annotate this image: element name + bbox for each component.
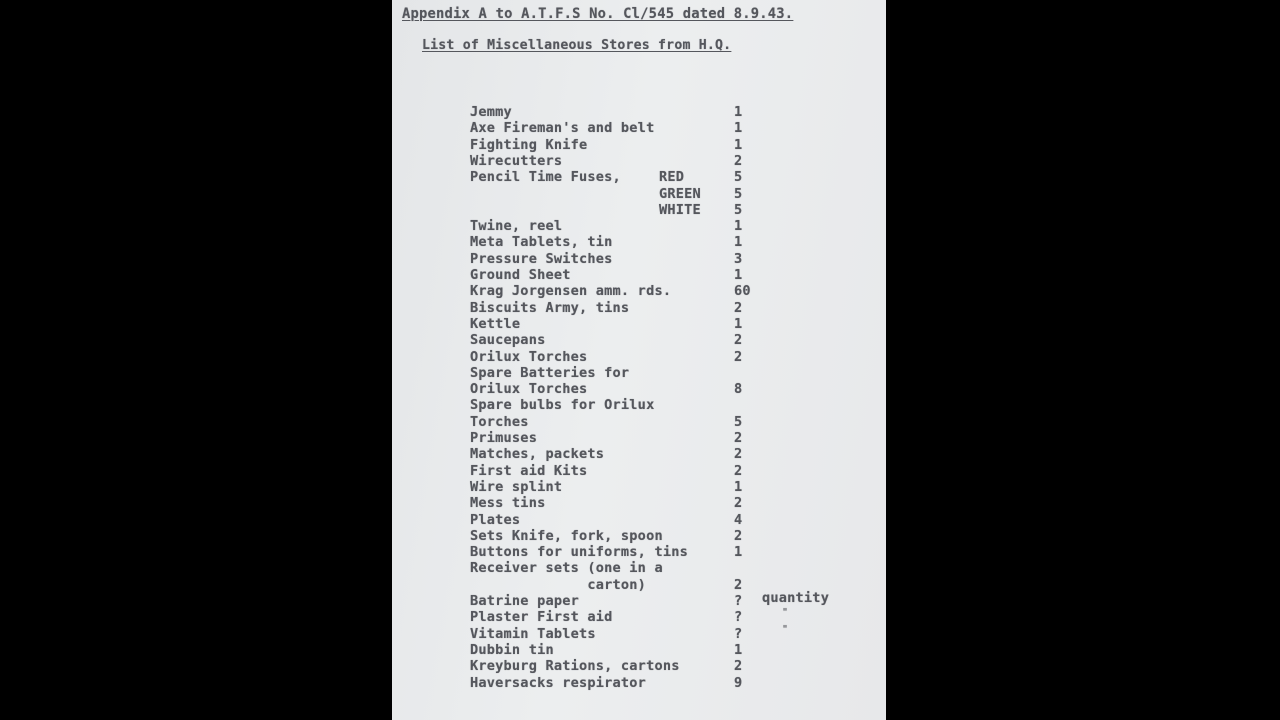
item-quantity: 9 — [734, 674, 743, 691]
item-name: Sets Knife, fork, spoon — [470, 527, 663, 544]
item-quantity: 5 — [734, 201, 743, 218]
item-quantity: 2 — [734, 495, 743, 512]
item-quantity: 1 — [734, 641, 743, 658]
item-name: Mess tins — [470, 495, 546, 512]
item-quantity: 60 — [734, 283, 751, 300]
item-name: Orilux Torches — [470, 348, 588, 365]
item-name: Primuses — [470, 430, 538, 446]
item-name: Fighting Knife — [470, 136, 588, 153]
item-name: First aid Kits — [470, 462, 588, 479]
item-name: Plaster First aid — [470, 609, 613, 626]
item-name: Axe Fireman's and belt — [470, 120, 655, 137]
item-name: Vitamin Tablets — [470, 625, 596, 642]
appendix-heading: Appendix A to A.T.F.S No. Cl/545 dated 8.9.43. — [402, 6, 794, 22]
item-quantity: 5 — [734, 169, 743, 186]
item-name: Kettle — [470, 315, 521, 332]
list-title: List of Miscellaneous Stores from H.Q. — [422, 38, 732, 53]
item-name: Receiver sets (one in a — [470, 560, 663, 577]
item-quantity: 4 — [734, 511, 743, 528]
item-name: Spare Batteries for — [470, 364, 630, 381]
item-note: quantity — [762, 590, 830, 606]
item-name: Batrine paper — [470, 593, 579, 609]
item-name: Plates — [470, 511, 521, 528]
item-quantity: 1 — [734, 267, 743, 283]
item-quantity: ? — [734, 625, 743, 642]
item-name: Spare bulbs for Orilux — [470, 397, 655, 414]
item-quantity: 1 — [734, 234, 743, 251]
item-quantity: ? — [734, 593, 743, 609]
item-variant: GREEN — [659, 185, 701, 202]
item-quantity: 5 — [734, 185, 743, 202]
item-name: Meta Tablets, tin — [470, 234, 613, 251]
item-quantity: 1 — [734, 104, 743, 120]
item-name: Saucepans — [470, 332, 546, 349]
item-name: carton) — [470, 576, 647, 593]
item-name: Dubbin tin — [470, 641, 554, 658]
document-page — [392, 0, 886, 720]
item-name: Wire splint — [470, 478, 563, 495]
item-quantity: ? — [734, 609, 743, 626]
item-name: Twine, reel — [470, 218, 563, 235]
item-quantity: 1 — [734, 136, 743, 153]
item-name: Ground Sheet — [470, 267, 571, 283]
ditto-mark: " — [782, 623, 789, 635]
item-quantity: 2 — [734, 658, 743, 675]
item-name: Pressure Switches — [470, 250, 613, 267]
item-quantity: 2 — [734, 462, 743, 479]
item-variant: RED — [659, 169, 685, 186]
item-name: Pencil Time Fuses, — [470, 169, 621, 186]
item-name: Matches, packets — [470, 446, 605, 463]
item-quantity: 1 — [734, 544, 743, 561]
item-name: Jemmy — [470, 104, 512, 120]
item-name: Orilux Torches — [470, 381, 588, 398]
item-quantity: 5 — [734, 413, 743, 430]
item-quantity: 3 — [734, 250, 743, 267]
item-name: Buttons for uniforms, tins — [470, 544, 688, 561]
item-quantity: 2 — [734, 348, 743, 365]
item-quantity: 1 — [734, 120, 743, 137]
item-name: Torches — [470, 413, 529, 430]
item-quantity: 2 — [734, 152, 743, 169]
item-name: Haversacks respirator — [470, 674, 647, 691]
item-variant: WHITE — [659, 201, 701, 218]
item-quantity: 2 — [734, 527, 743, 544]
item-quantity: 2 — [734, 332, 743, 349]
item-quantity: 1 — [734, 218, 743, 235]
item-quantity: 1 — [734, 315, 743, 332]
item-name: Kreyburg Rations, cartons — [470, 658, 680, 675]
item-name: Krag Jorgensen amm. rds. — [470, 283, 672, 300]
item-quantity: 8 — [734, 381, 743, 398]
item-quantity: 2 — [734, 576, 743, 593]
item-quantity: 2 — [734, 299, 743, 316]
item-name: Biscuits Army, tins — [470, 299, 630, 316]
item-name: Wirecutters — [470, 152, 563, 169]
item-quantity: 2 — [734, 430, 743, 446]
item-quantity: 2 — [734, 446, 743, 463]
item-quantity: 1 — [734, 478, 743, 495]
ditto-mark: " — [782, 607, 789, 619]
